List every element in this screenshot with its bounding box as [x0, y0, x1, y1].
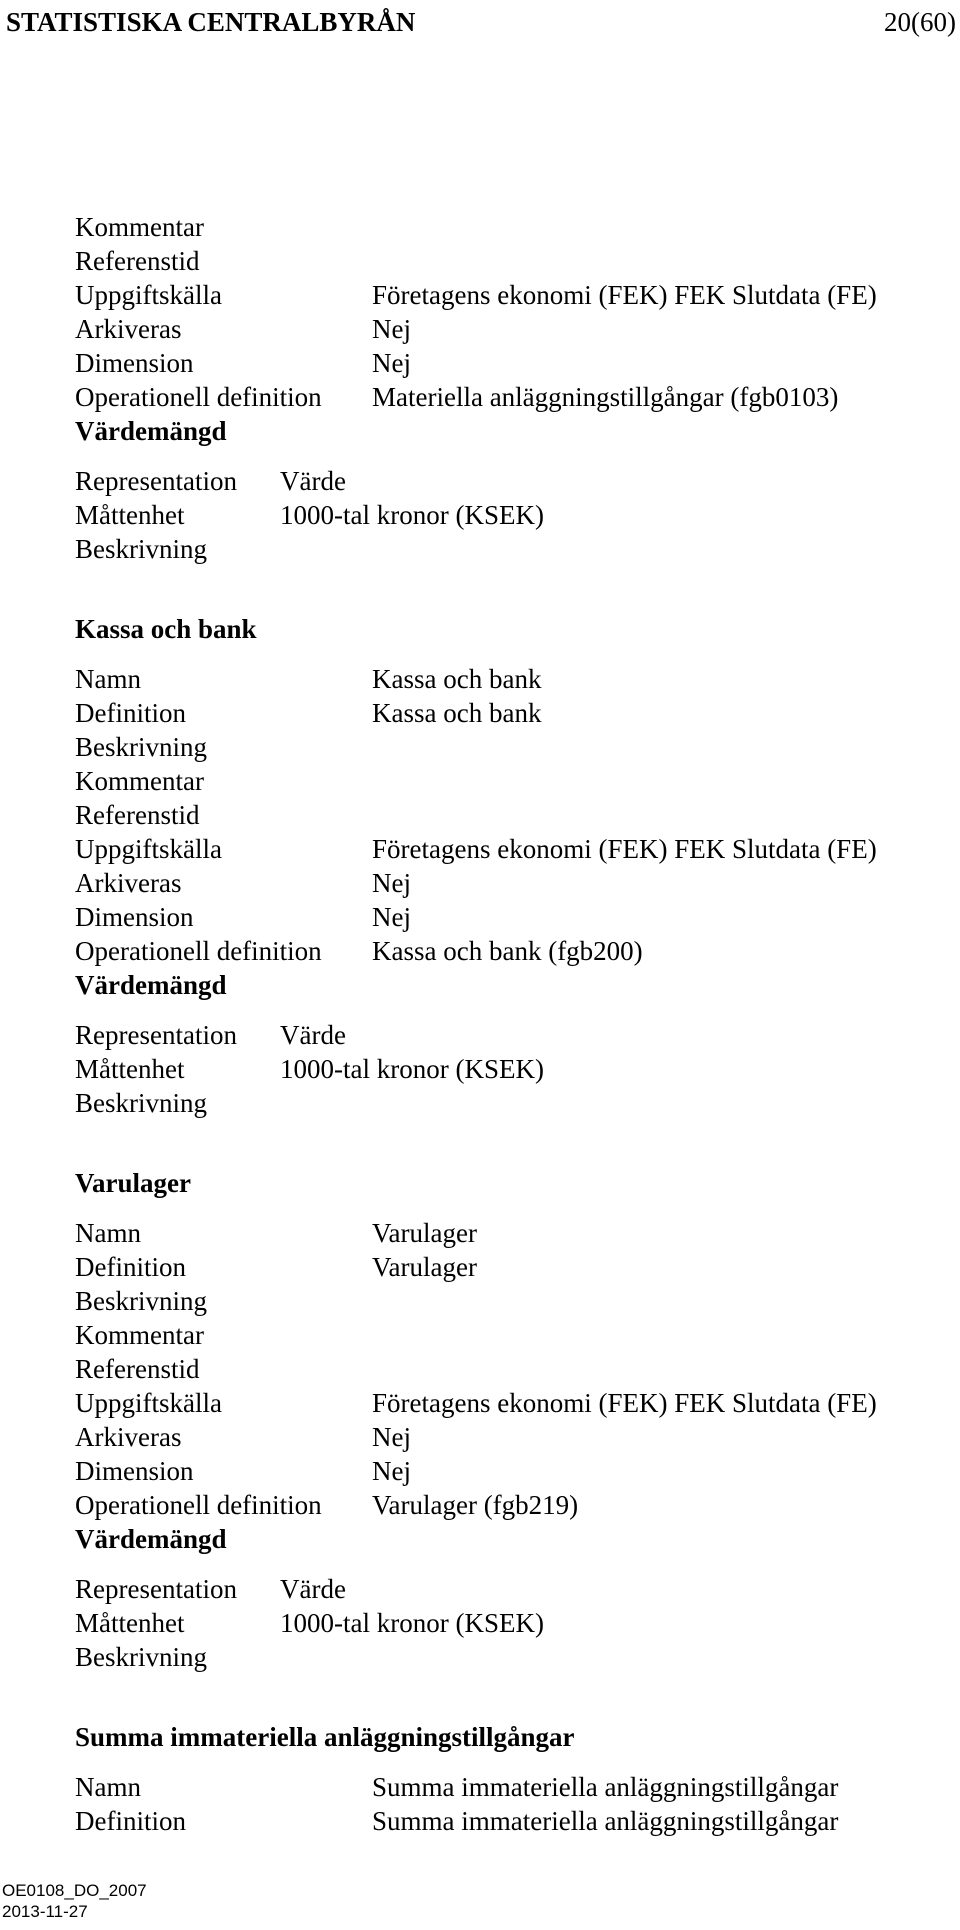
field-label: Kommentar: [75, 766, 204, 796]
field-value: Varulager: [372, 1252, 477, 1282]
field-label: Kommentar: [75, 1320, 204, 1350]
field-label: Uppgiftskälla: [75, 1388, 222, 1418]
field-value: Värde: [280, 1020, 346, 1050]
field-label: Beskrivning: [75, 1286, 207, 1316]
field-label: Kassa och bank: [75, 614, 257, 644]
field-value: Nej: [372, 314, 411, 344]
field-label: Måttenhet: [75, 1054, 185, 1084]
field-label: Referenstid: [75, 246, 200, 276]
field-label: Värdemängd: [75, 970, 227, 1000]
field-label: Beskrivning: [75, 534, 207, 564]
field-value: Nej: [372, 1422, 411, 1452]
document-id: OE0108_DO_2007: [2, 1881, 147, 1900]
field-value: Värde: [280, 1574, 346, 1604]
field-value: Nej: [372, 348, 411, 378]
field-label: Värdemängd: [75, 416, 227, 446]
field-label: Måttenhet: [75, 1608, 185, 1638]
field-label: Kommentar: [75, 212, 204, 242]
field-value: Kassa och bank: [372, 698, 542, 728]
field-value: 1000-tal kronor (KSEK): [280, 1054, 544, 1084]
field-label: Operationell definition: [75, 936, 322, 966]
field-label: Dimension: [75, 348, 194, 378]
field-value: Företagens ekonomi (FEK) FEK Slutdata (FE): [372, 834, 877, 864]
field-value: Nej: [372, 1456, 411, 1486]
field-label: Uppgiftskälla: [75, 280, 222, 310]
field-value: Varulager: [372, 1218, 477, 1248]
field-label: Definition: [75, 1806, 186, 1836]
field-value: Värde: [280, 466, 346, 496]
page-footer: [2, 1880, 147, 1922]
field-label: Måttenhet: [75, 500, 185, 530]
field-label: Operationell definition: [75, 382, 322, 412]
field-label: Dimension: [75, 902, 194, 932]
document-date: 2013-11-27: [2, 1902, 88, 1921]
field-label: Definition: [75, 698, 186, 728]
field-value: Företagens ekonomi (FEK) FEK Slutdata (FE): [372, 280, 877, 310]
field-label: Värdemängd: [75, 1524, 227, 1554]
field-label: Beskrivning: [75, 732, 207, 762]
field-label: Beskrivning: [75, 1088, 207, 1118]
field-value: Materiella anläggningstillgångar (fgb0103): [372, 382, 839, 412]
field-label: Summa immateriella anläggningstillgångar: [75, 1722, 575, 1752]
field-value: Nej: [372, 902, 411, 932]
field-label: Arkiveras: [75, 1422, 182, 1452]
field-value: Företagens ekonomi (FEK) FEK Slutdata (FE): [372, 1388, 877, 1418]
field-label: Uppgiftskälla: [75, 834, 222, 864]
organization-name: STATISTISKA CENTRALBYRÅN: [6, 7, 416, 37]
field-value: Summa immateriella anläggningstillgångar: [372, 1806, 839, 1836]
field-value: Kassa och bank (fgb200): [372, 936, 643, 966]
field-label: Varulager: [75, 1168, 191, 1198]
field-value: 1000-tal kronor (KSEK): [280, 1608, 544, 1638]
field-label: Namn: [75, 1772, 141, 1802]
page-header: [6, 4, 956, 40]
field-value: Varulager (fgb219): [372, 1490, 579, 1520]
field-label: Dimension: [75, 1456, 194, 1486]
field-value: Nej: [372, 868, 411, 898]
field-label: Definition: [75, 1252, 186, 1282]
page-number: 20(60): [884, 7, 956, 37]
field-label: Operationell definition: [75, 1490, 322, 1520]
field-value: Summa immateriella anläggningstillgångar: [372, 1772, 839, 1802]
field-value: Kassa och bank: [372, 664, 542, 694]
field-label: Beskrivning: [75, 1642, 207, 1672]
field-label: Namn: [75, 664, 141, 694]
field-label: Arkiveras: [75, 314, 182, 344]
field-label: Representation: [75, 1020, 237, 1050]
field-label: Namn: [75, 1218, 141, 1248]
field-label: Representation: [75, 1574, 237, 1604]
field-label: Arkiveras: [75, 868, 182, 898]
field-label: Referenstid: [75, 800, 200, 830]
field-label: Representation: [75, 466, 237, 496]
field-label: Referenstid: [75, 1354, 200, 1384]
field-value: 1000-tal kronor (KSEK): [280, 500, 544, 530]
